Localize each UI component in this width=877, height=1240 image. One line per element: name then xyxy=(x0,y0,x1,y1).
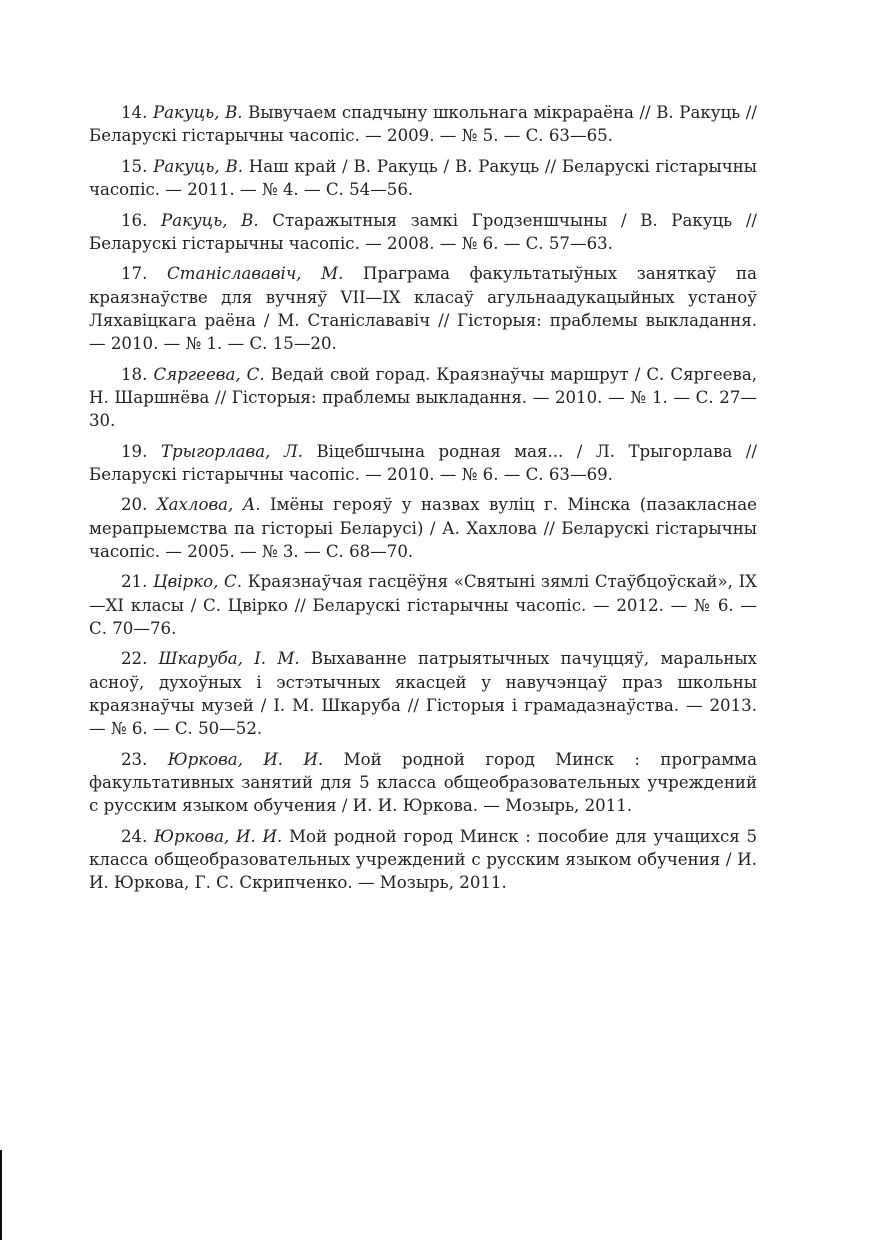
reference-text: Ведай свой горад. Краязнаўчы маршрут / С. Сяргеева, Н. Шаршнёва // Гісторыя: праблемы выкладання. — 2010. — № 1. — С. 27—30. xyxy=(89,364,758,430)
reference-item-21 xyxy=(89,570,757,640)
reference-text: Мой родной город Минск : пособие для учащихся 5 класса общеобразовательных учреждений с русским языком обучения / И. И. Юркова, Г. С. Скрипченко. — Мозырь, 2011. xyxy=(89,826,758,892)
reference-author: Ракуць, В. xyxy=(153,156,243,176)
reference-author: Станіслававіч, М. xyxy=(167,264,344,284)
reference-item-22 xyxy=(89,647,757,740)
reference-item-14 xyxy=(89,101,757,147)
reference-number: 16. xyxy=(121,210,148,230)
reference-number: 15. xyxy=(121,156,148,176)
page-edge-rule xyxy=(0,1150,2,1240)
reference-item-16 xyxy=(89,209,757,255)
reference-item-17 xyxy=(89,262,757,355)
reference-number: 23. xyxy=(121,749,148,769)
reference-item-24 xyxy=(89,825,757,895)
reference-number: 24. xyxy=(121,826,148,846)
reference-item-19 xyxy=(89,440,757,486)
reference-number: 21. xyxy=(121,572,148,592)
reference-text: Віцебшчына родная мая... / Л. Трыгорлава // Беларускі гістарычны часопіс. — 2010. — № 6. — С. 63—69. xyxy=(89,441,757,484)
reference-text: Наш край / В. Ракуць / В. Ракуць // Беларускі гістарычны часопіс. — 2011. — № 4. — С. 54—56. xyxy=(89,156,757,199)
reference-number: 19. xyxy=(121,441,148,461)
reference-item-15 xyxy=(89,155,757,201)
reference-text: Выхаванне патрыятычных пачуццяў, маральных асноў, духоўных і эстэтычных якасцей у навучэнцаў праз школьны краязнаўчы музей / І. М. Шкаруба // Гісторыя і грамадазнаўства. — 2013. — № 6. — С. 50—52. xyxy=(89,649,757,738)
reference-author: Трыгорлава, Л. xyxy=(160,441,303,461)
reference-author: Юркова, И. И. xyxy=(154,826,283,846)
reference-number: 14. xyxy=(121,103,148,122)
reference-author: Ракуць, В. xyxy=(161,210,259,230)
reference-item-18 xyxy=(89,363,757,433)
reference-number: 22. xyxy=(121,649,148,669)
reference-author: Цвірко, С. xyxy=(153,572,243,592)
reference-author: Юркова, И. И. xyxy=(167,749,324,769)
reference-text: Старажытныя замкі Гродзеншчыны / В. Ракуць // Беларускі гістарычны часопіс. — 2008. — № 6. — С. 57—63. xyxy=(89,210,758,253)
reference-author: Хахлова, А. xyxy=(156,495,261,515)
reference-number: 20. xyxy=(121,495,148,515)
reference-text: Вывучаем спадчыну школьнага мікрараёна // В. Ракуць // Беларускі гістарычны часопіс. — 2009. — № 5. — С. 63—65. xyxy=(89,103,757,146)
reference-number: 17. xyxy=(121,264,148,284)
reference-item-20 xyxy=(89,493,757,563)
reference-text: Імёны герояў у назвах вуліц г. Мінска (пазакласнае мерапрыемства па гісторыі Беларусі) / А. Хахлова // Беларускі гістарычны часопіс. — 2005. — № 3. — С. 68—70. xyxy=(89,495,757,561)
reference-text: Краязнаўчая гасцёўня «Святыні зямлі Стаўбцоўскай», IX—XI класы / С. Цвірко // Беларускі гістарычны часопіс. — 2012. — № 6. — С. 70—76. xyxy=(89,572,757,638)
reference-item-23 xyxy=(89,748,757,818)
reference-number: 18. xyxy=(121,364,148,384)
reference-list xyxy=(89,101,757,902)
reference-author: Шкаруба, І. М. xyxy=(158,649,300,669)
reference-author: Ракуць, В. xyxy=(153,103,243,122)
reference-author: Сяргеева, С. xyxy=(153,364,265,384)
reference-text: Праграма факультатыўных заняткаў па краязнаўстве для вучняў VII—IX класаў агульнаадукацыйных устаноў Ляхавіцкага раёна / М. Станіслававіч // Гісторыя: праблемы выкладання. — 2010. — № 1. — С. 15—20. xyxy=(89,264,757,353)
reference-text: Мой родной город Минск : программа факультативных занятий для 5 класса общеобразовательных учреждений с русским языком обучения / И. И. Юркова. — Мозырь, 2011. xyxy=(89,749,757,815)
